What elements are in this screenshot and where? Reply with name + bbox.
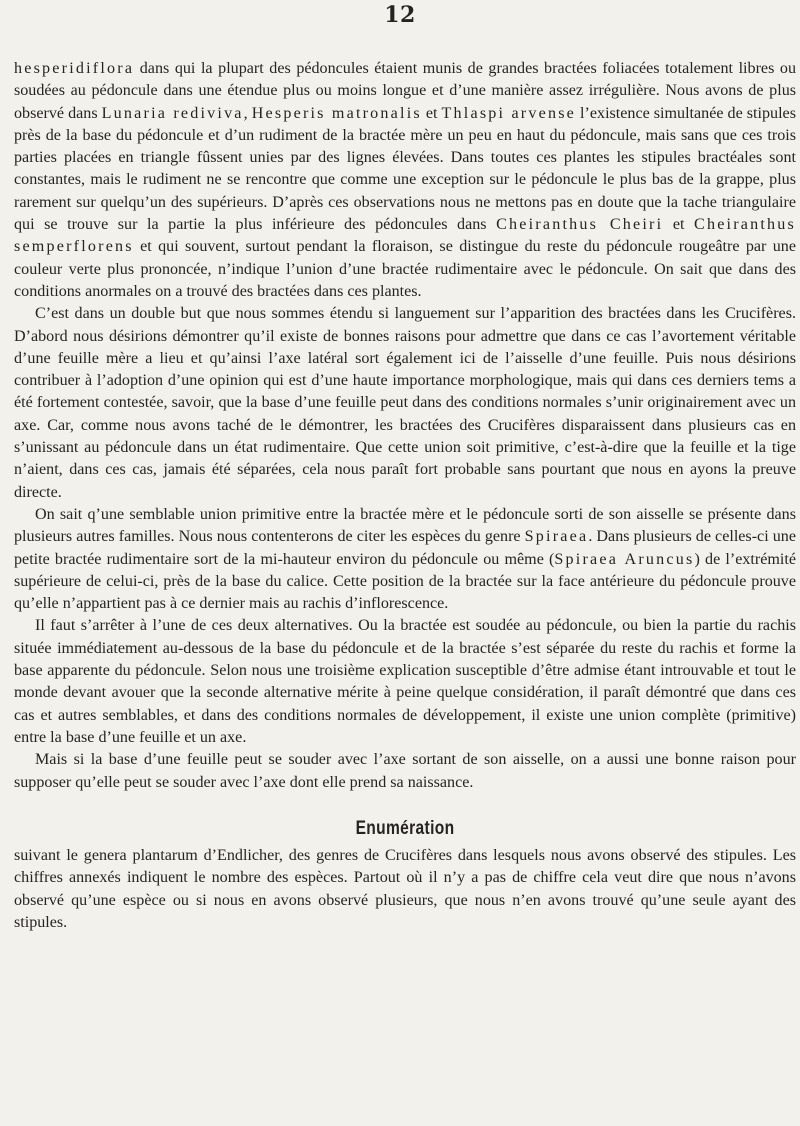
species-name: Spiraea [524,528,589,546]
text-run: Il faut s’arrêter à l’une de ces deux alternatives. Ou la bractée est soudée au pédoncule, ou bien la partie du rachis située immédiatement au-dessous de la base du pédoncule et de la bractée s’est séparée du reste du rachis et forme la base apparente du pédoncule. Selon nous une troisième explication susceptible d’être admise étant introuvable et tout le monde devant avouer que la seconde alternative mérite à peine quelque considération, il paraît démontré que dans ces cas et autres semblables, et dans des conditions normales de développement, il existe une union complète (primitive) entre la base d’une feuille et un axe. [14,617,796,746]
paragraph [14,845,796,934]
text-run: l’existence simultanée de stipules près de la base du pédoncule et d’un rudiment de la bractée mère un peu en haut du pédoncule, mais sans que ces trois parties placées en triangle fûssent unies par des lignes élevées. Dans toutes ces plantes les stipules bractéales sont constantes, mais le rudiment ne se rencontre que comme une exception sur le pédoncule le plus bas de la grappe, plus rarement sur quelqu’un des supérieurs. D’après ces observations nous ne mettons pas en doute que la tache triangulaire qui se trouve sur la partie la plus inférieure des pédoncules dans [14,104,796,234]
page-number: 12 [384,2,416,28]
text-run: , [243,104,252,122]
text-run: C’est dans un double but que nous sommes étendu si languement sur l’apparition des bractées dans les Crucifères. D’abord nous désirions démontrer qu’il existe de bonnes raisons pour admettre que dans ce cas l’avortement véritable d’une feuille mère a lieu et qu’ainsi l’axe latéral sort également ici de l’aisselle d’une feuille. Puis nous désirions contribuer à l’adoption d’une opinion qui est d’une haute importance morphologique, mais qui dans ces derniers tems a été fortement contestée, savoir, que la base d’une feuille peut dans des conditions normales s’unir originairement avec un axe. Car, comme nous avons taché de le démontrer, les bractées des Crucifères disparaissent dans plusieurs cas en s’unissant au pédoncule dans un état rudimentaire. Que cette union soit primitive, c’est-à-dire que la feuille et la tige n’aient, dans ces cas, jamais été séparées, cela nous paraît fort probable sans pourtant que nous en ayons la preuve directe. [14,305,796,501]
paragraph [14,504,796,615]
text-run: On sait q’une semblable union primitive entre la bractée mère et le pédoncule sorti de son aisselle se présente dans plusieurs autres familles. Nous nous contenterons de citer les espèces du genre [14,505,796,546]
species-name: Spiraea Aruncus [554,550,695,568]
text-run: et [663,216,695,234]
text-run: dans qui la plupart des pédoncules étaient munis de grandes bractées foliacées totalement libres ou soudées au pédoncule dans une étendue plus ou moins longue et d’une manière assez irrégulière. Nous avons de plus observé dans [14,60,796,122]
species-name: Thlaspi arvense [441,104,576,122]
species-name: hesperidiflora [14,60,135,77]
section-title: Enumération [355,817,455,839]
text-run: suivant le genera plantarum d’Endlicher, des genres de Crucifères dans lesquels nous avons observé des stipules. Les chiffres annexés indiquent le nombre des espèces. Partout où il n’y a pas de chiffre cela veut dire que nous n’avons observé qu’une espèce ou si nous en avons observé plusieurs, que nous n’en avons trouvé qu’une seule ayant des stipules. [14,847,796,931]
species-name: Hesperis matronalis [251,104,422,122]
section-paragraphs [14,845,796,934]
species-name: Lunaria rediviva [101,104,244,122]
paragraph [14,615,796,749]
paragraph [14,303,796,504]
text-run: et [421,104,442,122]
text-run: Mais si la base d’une feuille peut se souder avec l’axe sortant de son aisselle, on a aussi une bonne raison pour supposer qu’elle peut se souder avec l’axe dont elle prend sa naissance. [14,751,796,791]
main-paragraphs [14,58,796,794]
text-run: et qui souvent, surtout pendant la floraison, se distingue du reste du pédoncule rougeâtre par une couleur verte plus prononcée, n’indique l’union d’une bractée rudimentaire avec le pédoncule. On sait que dans des conditions anormales on a trouvé des bractées dans ces plantes. [14,238,796,300]
paragraph [14,58,796,303]
text-run: . Dans plusieurs de celles-ci une petite bractée rudimentaire sort de la mi-hauteur environ du pédoncule ou même ( [14,528,796,568]
species-name: Cheiranthus Cheiri [496,216,664,234]
body-text [14,58,796,934]
paragraph [14,749,796,794]
species-name: Cheiranthus semperflorens [14,216,797,256]
text-run: ) de l’extrémité supérieure de celui-ci, près de la base du calice. Cette position de la bractée sur la face antérieure du pédoncule prouve qu’elle n’appartient pas à ce dernier mais au rachis d’inflorescence. [14,550,797,613]
